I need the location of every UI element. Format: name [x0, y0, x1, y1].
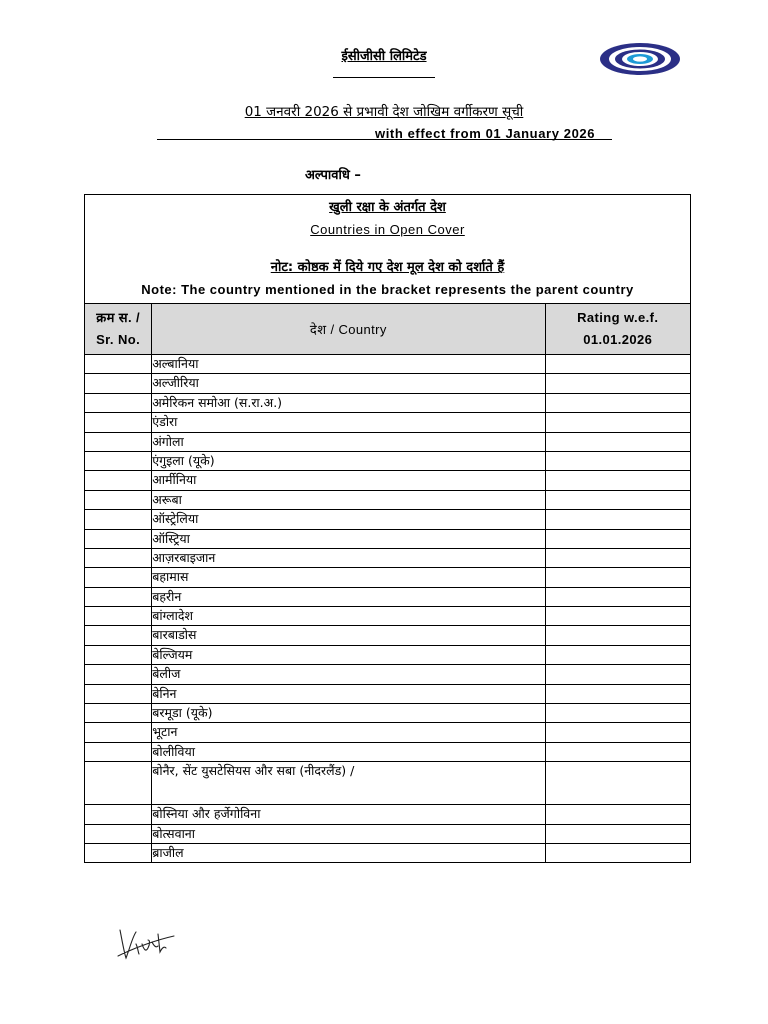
sr-header-line1: क्रम स. / — [96, 310, 140, 325]
rating-cell — [545, 607, 690, 626]
country-cell: ऑस्ट्रेलिया — [152, 510, 545, 529]
title-underline — [157, 139, 612, 140]
table-row — [85, 762, 691, 805]
rating-cell — [545, 510, 690, 529]
column-header-rating — [545, 304, 690, 355]
sr-no-cell — [85, 568, 152, 587]
sr-no-cell — [85, 762, 152, 805]
rating-cell — [545, 843, 690, 862]
table-row — [85, 393, 691, 412]
country-cell: भूटान — [152, 723, 545, 742]
rating-cell — [545, 548, 690, 567]
table-row — [85, 471, 691, 490]
sr-no-cell — [85, 742, 152, 761]
country-cell: बहामास — [152, 568, 545, 587]
table-row — [85, 607, 691, 626]
rating-cell — [545, 374, 690, 393]
rating-cell — [545, 645, 690, 664]
rating-cell — [545, 665, 690, 684]
caption-english: Countries in Open Cover — [310, 222, 465, 237]
sr-no-cell — [85, 471, 152, 490]
company-underline — [333, 77, 435, 78]
note-hindi: नोट: कोष्ठक में दिये गए देश मूल देश को दर्शाते हैं — [270, 260, 505, 275]
sr-header-line2: Sr. No. — [96, 332, 141, 347]
country-cell: बांग्लादेश — [152, 607, 545, 626]
rating-cell — [545, 704, 690, 723]
country-cell: बेनिन — [152, 684, 545, 703]
table-row — [85, 665, 691, 684]
table-row — [85, 742, 691, 761]
country-cell: ब्राजील — [152, 843, 545, 862]
sr-no-cell — [85, 665, 152, 684]
table-row — [85, 355, 691, 374]
rating-header-line2: 01.01.2026 — [583, 332, 653, 347]
table-row — [85, 626, 691, 645]
signature-image — [112, 918, 182, 964]
sr-no-cell — [85, 645, 152, 664]
rating-cell — [545, 471, 690, 490]
sr-no-cell — [85, 490, 152, 509]
column-header-country — [152, 304, 545, 355]
table-row — [85, 490, 691, 509]
country-cell: बारबाडोस — [152, 626, 545, 645]
rating-cell — [545, 587, 690, 606]
table-body — [85, 355, 691, 863]
sr-no-cell — [85, 626, 152, 645]
country-cell: बोलीविया — [152, 742, 545, 761]
table-row — [85, 432, 691, 451]
section-label: अल्पावधि – — [305, 168, 361, 183]
rating-header-line1: Rating w.e.f. — [577, 310, 659, 325]
document-title-hindi: 01 जनवरी 2026 से प्रभावी देश जोखिम वर्गीकरण सूची — [244, 104, 524, 120]
country-cell: अल्जीरिया — [152, 374, 545, 393]
country-cell: बरमूडा (यूके) — [152, 704, 545, 723]
table-row — [85, 704, 691, 723]
country-cell: बेल्जियम — [152, 645, 545, 664]
table-row — [85, 843, 691, 862]
sr-no-cell — [85, 374, 152, 393]
rating-cell — [545, 355, 690, 374]
country-cell: अंगोला — [152, 432, 545, 451]
rating-cell — [545, 432, 690, 451]
rating-cell — [545, 742, 690, 761]
table-row — [85, 413, 691, 432]
country-table — [84, 194, 691, 863]
rating-cell — [545, 723, 690, 742]
table-row — [85, 529, 691, 548]
country-cell: बोस्निया और हर्जेगोविना — [152, 805, 545, 824]
note-english: Note: The country mentioned in the bracket represents the parent country — [141, 282, 634, 297]
country-cell: अमेरिकन समोआ (स.रा.अ.) — [152, 393, 545, 412]
rating-cell — [545, 413, 690, 432]
rating-cell — [545, 451, 690, 470]
rating-cell — [545, 626, 690, 645]
sr-no-cell — [85, 548, 152, 567]
document-title-english: with effect from 01 January 2026 — [375, 126, 596, 141]
column-header-sr-no — [85, 304, 152, 355]
sr-no-cell — [85, 824, 152, 843]
rating-cell — [545, 824, 690, 843]
table-row — [85, 451, 691, 470]
sr-no-cell — [85, 393, 152, 412]
caption-hindi: खुली रक्षा के अंतर्गत देश — [329, 200, 446, 215]
sr-no-cell — [85, 607, 152, 626]
sr-no-cell — [85, 805, 152, 824]
sr-no-cell — [85, 510, 152, 529]
ecgc-logo-icon — [598, 40, 682, 78]
sr-no-cell — [85, 587, 152, 606]
table-row — [85, 824, 691, 843]
rating-cell — [545, 529, 690, 548]
rating-cell — [545, 490, 690, 509]
table-header-row — [85, 304, 691, 355]
table-row — [85, 374, 691, 393]
country-cell: बोनैर, सेंट युसटेसियस और सबा (नीदरलैंड) / — [152, 762, 545, 805]
country-cell: आर्मीनिया — [152, 471, 545, 490]
company-name: ईसीजीसी लिमिटेड — [341, 49, 427, 64]
sr-no-cell — [85, 843, 152, 862]
table-row — [85, 587, 691, 606]
table-row — [85, 548, 691, 567]
country-cell: ऑस्ट्रिया — [152, 529, 545, 548]
sr-no-cell — [85, 723, 152, 742]
rating-cell — [545, 568, 690, 587]
country-cell: एंगुइला (यूके) — [152, 451, 545, 470]
table-row — [85, 723, 691, 742]
rating-cell — [545, 805, 690, 824]
rating-cell — [545, 684, 690, 703]
country-cell: बेलीज — [152, 665, 545, 684]
sr-no-cell — [85, 529, 152, 548]
country-cell: बहरीन — [152, 587, 545, 606]
country-cell: एंडोरा — [152, 413, 545, 432]
sr-no-cell — [85, 432, 152, 451]
sr-no-cell — [85, 684, 152, 703]
country-cell: अल्बानिया — [152, 355, 545, 374]
country-cell: आज़रबाइजान — [152, 548, 545, 567]
sr-no-cell — [85, 704, 152, 723]
sr-no-cell — [85, 451, 152, 470]
sr-no-cell — [85, 413, 152, 432]
rating-cell — [545, 762, 690, 805]
table-row — [85, 684, 691, 703]
table-row — [85, 568, 691, 587]
table-row — [85, 645, 691, 664]
country-header-label: देश / Country — [309, 322, 387, 337]
table-caption — [85, 195, 691, 304]
rating-cell — [545, 393, 690, 412]
country-cell: अरूबा — [152, 490, 545, 509]
table-row — [85, 805, 691, 824]
country-cell: बोत्सवाना — [152, 824, 545, 843]
sr-no-cell — [85, 355, 152, 374]
table-row — [85, 510, 691, 529]
